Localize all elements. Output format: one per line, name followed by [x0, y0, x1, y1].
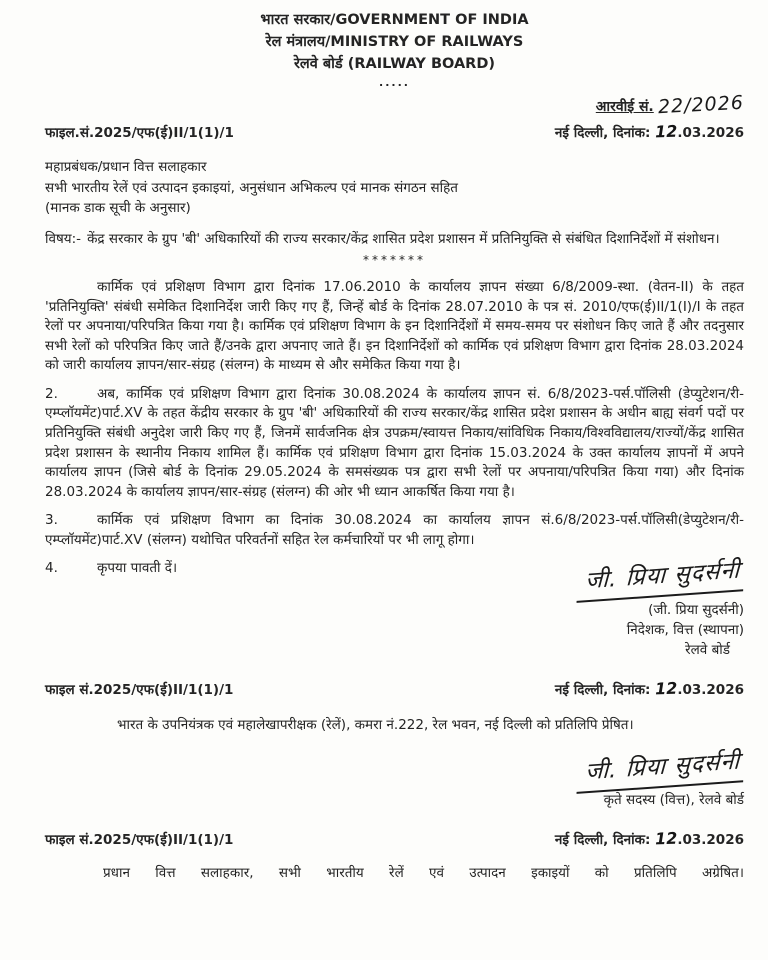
handwritten-signature-1: जी. प्रिया सुदर्सनी [576, 553, 744, 602]
rbe-label: आरवीई सं. [595, 99, 654, 116]
recipient-block [45, 157, 744, 218]
paragraph-2-number: 2. [45, 385, 58, 402]
ref-block [555, 92, 744, 143]
file-date-row-1 [45, 677, 744, 701]
handwritten-signature-2: जी. प्रिया सुदर्सनी [576, 744, 744, 793]
paragraph-4 [45, 559, 177, 579]
day-handwritten: 12 [654, 121, 678, 142]
file-date-row-2 [45, 827, 744, 851]
acknowledge-and-signature-row [45, 559, 744, 660]
paragraph-4-number: 4. [45, 560, 58, 577]
rbe-number-handwritten: 22/2026 [657, 92, 745, 119]
recipient-line-1: महाप्रबंधक/प्रधान वित्त सलाहकार [45, 159, 207, 176]
date-line-middle [555, 677, 744, 701]
date-line-top [555, 120, 744, 144]
paragraph-2-text: अब, कार्मिक एवं प्रशिक्षण विभाग द्वारा दिनांक 30.08.2024 के कार्यालय ज्ञापन सं. 6/8/2023-पर्स.पॉलिसी (डेप्युटेशन/री-एम्प्लॉयमेंट)पार्ट.XV के तहत केंद्रीय सरकार के ग्रुप 'बी' अधिकारियों की राज्य सरकार/केंद्र शासित प्रदेश प्रशासन के अधीन बाह्य संवर्ग पदों पर प्रतिनियुक्ति संबंधी अनुदेश जारी किए गए हैं, जिनमें सार्वजनिक क्षेत्र उपक्रम/स्वायत्त निकाय/सांविधिक निकाय/विश्वविद्यालय/राज्यों/केंद्र शासित प्रदेश प्रशासन के स्थानीय निकाय शामिल हैं। कार्मिक एवं प्रशिक्षण विभाग द्वारा दिनांक 15.03.2024 के उक्त कार्यालय ज्ञापनों में अपने कार्यालय ज्ञापन (जिसे बोर्ड के दिनांक 29.05.2024 के समसंख्यक पत्र द्वारा सभी रेलों पर अपनाया/परिपत्रित किया गया) और दिनांक 28.03.2024 के कार्यालय ज्ञापन/सार-संग्रह (संलग्न) की ओर भी ध्यान आकर्षित किया गया है। [45, 385, 744, 500]
copy-forwarded-line-2: प्रधान वित्त सलाहकार, सभी भारतीय रेलें एवं उत्पादन इकाइयों को प्रतिलिपि अग्रेषित। [103, 865, 744, 882]
asterisk-separator: ******* [363, 252, 426, 267]
letterhead [45, 10, 744, 88]
signature-block-2 [45, 750, 744, 811]
copy-forwarded-line-1: भारत के उपनियंत्रक एवं महालेखापरीक्षक (रेलें), कमरा नं.222, रेल भवन, नई दिल्ली को प्रतिलिपि प्रेषित। [117, 717, 634, 734]
recipient-line-2: सभी भारतीय रेलें एवं उत्पादन इकाइयां, अनुसंधान अभिकल्प एवं मानक संगठन सहित [45, 179, 458, 196]
place-date-label-2: नई दिल्ली, दिनांक: [554, 681, 651, 698]
paragraph-3-number: 3. [45, 512, 58, 529]
recipient-line-3: (मानक डाक सूची के अनुसार) [45, 199, 191, 216]
govt-of-india-line: भारत सरकार/GOVERNMENT OF INDIA [260, 12, 529, 28]
subject-label: विषय:- [45, 231, 82, 248]
paragraph-4-text: कृपया पावती दें। [97, 560, 178, 577]
file-number-top: फाइल.सं.2025/एफ(ई)II/1(1)/1 [45, 124, 234, 141]
place-date-label: नई दिल्ली, दिनांक: [554, 124, 651, 141]
date-rest-3: .03.2026 [677, 831, 744, 848]
paragraph-3-text: कार्मिक एवं प्रशिक्षण विभाग का दिनांक 30.08.2024 का कार्यालय ज्ञापन सं.6/8/2023-पर्स.पॉलिसी(डेप्युटेशन/री-एम्प्लॉयमेंट)पार्ट.XV (संलग्न) यथोचित परिवर्तनों सहित रेल कर्मचारियों पर भी लागू होगा। [45, 512, 744, 548]
paragraph-1: कार्मिक एवं प्रशिक्षण विभाग द्वारा दिनांक 17.06.2010 के कार्यालय ज्ञापन संख्या 6/8/2009-स्था. (वेतन-II) के तहत 'प्रतिनियुक्ति' संबंधी समेकित दिशानिर्देश जारी किए गए हैं, जिन्हें बोर्ड के दिनांक 28.07.2010 के पत्र सं. 2010/एफ(ई)II/1(I)/I के तहत रेलों पर अपनाया/परिपत्रित किया गया है। कार्मिक एवं प्रशिक्षण विभाग के इन दिशानिर्देशों में समय-समय पर संशोधन किए जाते हैं और तदनुसार सभी रेलों को परिपत्रित किए जाते हैं/उनके द्वारा अपनाए जाते हैं। इन दिशानिर्देशों को कार्मिक एवं प्रशिक्षण विभाग द्वारा दिनांक 28.03.2024 को जारी कार्यालय ज्ञापन/सार-संग्रह (संलग्न) के माध्यम से और समेकित किया गया है। [45, 279, 744, 374]
signatory-name: (जी. प्रिया सुदर्सनी) [648, 601, 744, 618]
subject-line [45, 230, 744, 250]
place-date-label-3: नई दिल्ली, दिनांक: [554, 831, 651, 848]
rbe-number-line [555, 92, 744, 120]
signature-block-1 [577, 559, 744, 660]
file-number-bottom: फाइल सं.2025/एफ(ई)II/1(1)/1 [45, 831, 234, 848]
date-line-bottom [555, 827, 744, 851]
date-rest-2: .03.2026 [677, 681, 744, 698]
ref-and-file-row [45, 92, 744, 143]
signatory-designation: निदेशक, वित्त (स्थापना) [626, 622, 744, 639]
date-rest: .03.2026 [677, 124, 744, 141]
header-separator-dots: ..... [379, 76, 410, 90]
paragraph-2 [45, 385, 744, 502]
day-handwritten-2: 12 [654, 678, 678, 699]
railway-board-line: रेलवे बोर्ड (RAILWAY BOARD) [294, 55, 495, 72]
file-number-middle: फाइल सं.2025/एफ(ई)II/1(1)/1 [45, 681, 234, 698]
paragraph-3 [45, 511, 744, 550]
subject-text: केंद्र सरकार के ग्रुप 'बी' अधिकारियों की राज्य सरकार/केंद्र शासित प्रदेश प्रशासन में प्रतिनियुक्ति से संबंधित दिशानिर्देशों में संशोधन। [87, 231, 720, 248]
signatory-org: रेलवे बोर्ड [685, 642, 730, 659]
ministry-of-railways-line: रेल मंत्रालय/MINISTRY OF RAILWAYS [265, 33, 524, 50]
day-handwritten-3: 12 [654, 828, 678, 848]
for-member-finance-line: कृते सदस्य (वित्त), रेलवे बोर्ड [603, 792, 744, 809]
